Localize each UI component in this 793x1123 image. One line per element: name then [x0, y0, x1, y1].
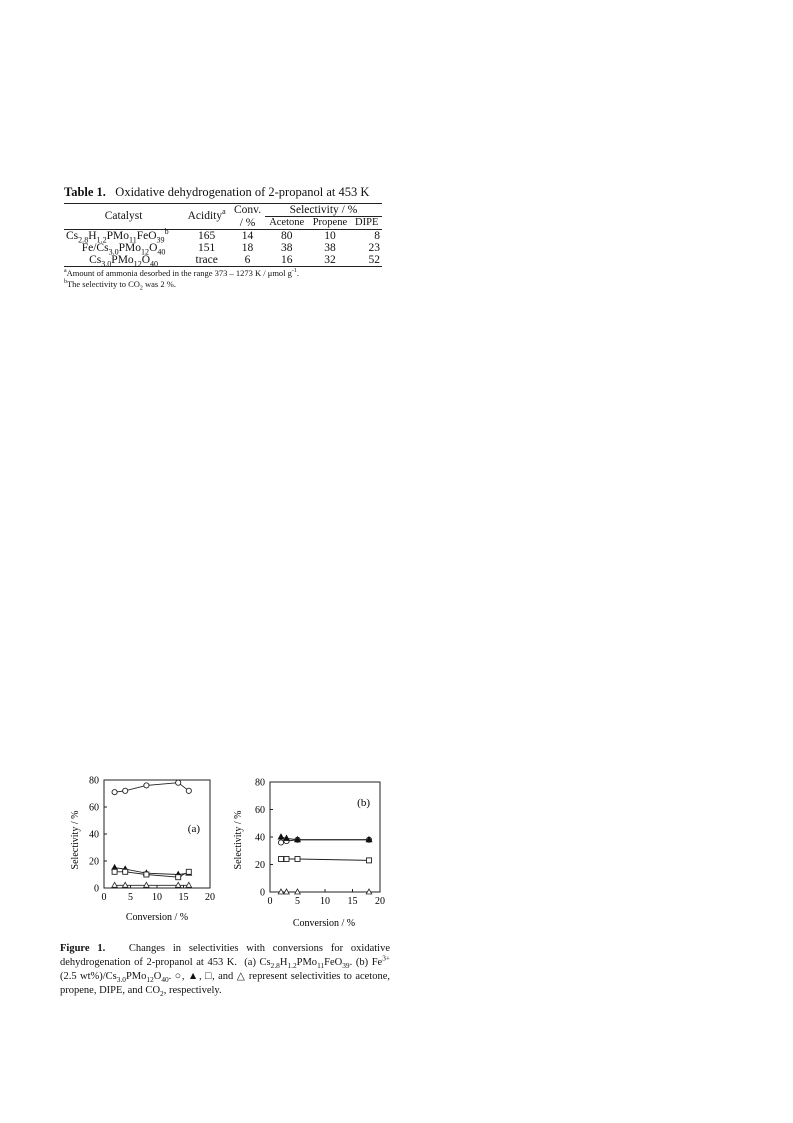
- cat-part: PMo: [106, 229, 129, 242]
- cat-sub: 39: [156, 234, 165, 244]
- cap-sub: 2.8: [270, 961, 280, 971]
- panel-b-marks: [278, 834, 372, 894]
- panel-a-ytick-label: 20: [89, 856, 99, 868]
- table-1: [64, 184, 384, 290]
- cat-part: O: [149, 241, 158, 254]
- row-dipe: 23: [368, 241, 380, 254]
- cat-part: Cs: [66, 229, 79, 242]
- panel-a-xtick-label: 15: [178, 892, 189, 903]
- cap-part: (2.5 wt%)/Cs: [60, 971, 117, 982]
- panel-b-ytick-label: 40: [255, 832, 265, 844]
- cat-sub: 40: [150, 258, 159, 268]
- cap-part: .: [349, 957, 353, 968]
- cap-part: H: [279, 957, 288, 968]
- note-tail: was 2 %.: [142, 278, 176, 289]
- cap-part: (a) Cs: [244, 957, 271, 968]
- panel-b-point-triangle-filled: [278, 834, 284, 839]
- panel-a-marks: [112, 780, 192, 887]
- cap-part: PMo: [125, 971, 147, 982]
- acidity-note-mark: a: [222, 207, 226, 217]
- cap-part: O: [153, 971, 162, 982]
- cap-sub: 40: [161, 975, 169, 985]
- note-tail: .: [296, 267, 300, 278]
- panel-a-xtick-label: 10: [152, 892, 162, 903]
- row-conv: 14: [241, 229, 254, 242]
- panel-a-point-square: [186, 869, 191, 874]
- panel-a-ytick-label: 80: [89, 775, 99, 787]
- panel-a-point-circle: [176, 780, 181, 785]
- panel-b-ylabel: Selectivity / %: [233, 810, 244, 870]
- row-acidity: 165: [198, 229, 216, 242]
- cat-part: FeO: [136, 229, 157, 242]
- row-propene: 10: [324, 229, 336, 242]
- panel-b-xtick-label: 10: [320, 896, 330, 907]
- cat-sub: 3.0: [108, 246, 119, 256]
- panel-a: [70, 776, 215, 924]
- cap-part: (b) Fe: [355, 957, 383, 968]
- header-conv-unit: / %: [239, 216, 256, 229]
- panel-b-point-circle: [278, 840, 283, 845]
- cap-part: ○, ▲, □, and △ represent selectivities to acetone, propene, DIPE, and CO: [60, 971, 391, 996]
- table-row: [64, 242, 382, 254]
- figure-svg: [60, 770, 390, 940]
- panel-a-point-triangle-open: [144, 882, 150, 887]
- panel-a-xlabel: Conversion / %: [125, 912, 189, 923]
- cap-part: PMo: [296, 957, 318, 968]
- note-sub: 2: [139, 285, 143, 292]
- row-acetone: 38: [280, 241, 293, 254]
- cap-part: , respectively.: [163, 985, 222, 996]
- panel-b-series-line-triangle-filled: [281, 837, 369, 840]
- panel-a-label: (a): [187, 823, 200, 835]
- panel-a-point-triangle-open: [112, 882, 118, 887]
- cap-sub: 1.2: [287, 961, 297, 971]
- panel-b-series-line-square: [281, 859, 369, 860]
- figure-label: Figure 1.: [60, 943, 106, 954]
- row-conv: 6: [244, 253, 251, 266]
- panel-b-label: (b): [357, 797, 370, 809]
- header-selectivity: Selectivity / %: [265, 204, 382, 217]
- panel-a-point-circle: [144, 783, 149, 788]
- table-row: [64, 254, 382, 267]
- panel-a-point-square: [176, 875, 181, 880]
- table-notes: [64, 268, 384, 290]
- panel-b-point-square: [279, 857, 284, 862]
- header-acidity: [183, 204, 230, 230]
- panel-a-point-square: [123, 869, 128, 874]
- row-catalyst: [64, 242, 183, 254]
- table-row: [64, 229, 382, 242]
- cat-sub: 40: [157, 246, 166, 256]
- row-conv: 18: [241, 241, 254, 254]
- caption-text: Changes in selectivities with conversions for oxidative dehydrogenation of 2-propanol at 453 K.: [60, 943, 390, 968]
- row-propene: 38: [324, 241, 336, 254]
- panel-b-xlabel: Conversion / %: [292, 918, 356, 929]
- note-mark: a: [64, 267, 67, 274]
- panel-a-xtick-label: 0: [101, 892, 107, 903]
- row-acetone: 80: [280, 229, 293, 242]
- cat-sub: 3.0: [101, 258, 112, 268]
- panel-a-point-square: [112, 869, 117, 874]
- cap-sub: 3.0: [116, 975, 126, 985]
- panel-b-xtick-label: 0: [267, 896, 273, 907]
- panel-b-ytick-label: 60: [255, 805, 265, 816]
- data-table: [64, 203, 382, 267]
- cat-part: PMo: [111, 253, 134, 266]
- panel-a-xtick-label: 5: [128, 892, 133, 903]
- table-title: Oxidative dehydrogenation of 2-propanol at 453 K: [115, 185, 370, 199]
- row-dipe: 52: [368, 253, 380, 266]
- row-acetone: 16: [280, 253, 293, 266]
- panel-a-point-circle: [186, 788, 191, 793]
- cat-sub: 12: [141, 246, 150, 256]
- panel-a-point-triangle-open: [175, 882, 181, 887]
- row-dipe: 8: [374, 229, 380, 242]
- panel-b-ytick-label: 0: [260, 887, 265, 899]
- panel-a-ytick-label: 40: [89, 829, 99, 841]
- table-note-b: [64, 279, 384, 290]
- panel-a-point-triangle-open: [186, 882, 192, 887]
- cap-part: .: [168, 971, 172, 982]
- panel-b: [233, 778, 385, 930]
- panel-a-xtick-label: 20: [205, 892, 215, 903]
- row-acidity: trace: [195, 253, 218, 266]
- note-mark: b: [64, 278, 67, 285]
- cat-sub: 2.8: [78, 234, 89, 244]
- panel-b-xtick-label: 5: [295, 896, 300, 907]
- panel-a-point-square: [144, 872, 149, 877]
- row-acidity: 151: [198, 241, 216, 254]
- panel-a-ytick-label: 60: [89, 802, 99, 814]
- panel-b-ytick-label: 80: [255, 777, 265, 789]
- panel-b-point-square: [295, 857, 300, 862]
- header-dipe: DIPE: [355, 217, 379, 229]
- cat-part: H: [88, 229, 97, 242]
- panel-a-point-circle: [112, 790, 117, 795]
- panel-b-point-square: [367, 858, 372, 863]
- cap-sub: 12: [146, 975, 154, 985]
- header-propene: Propene: [312, 217, 348, 229]
- panel-b-point-square: [284, 857, 289, 862]
- cap-sub: 11: [317, 961, 325, 971]
- header-acidity-label: Acidity: [187, 210, 223, 223]
- cat-part: Cs: [89, 253, 102, 266]
- panel-a-point-triangle-open: [122, 882, 128, 887]
- table-label: Table 1.: [64, 185, 106, 199]
- row-propene: 32: [324, 253, 336, 266]
- cap-sub: 39: [342, 961, 350, 971]
- cap-sub: 2: [160, 989, 164, 999]
- panel-a-ytick-label: 0: [94, 883, 99, 895]
- header-conv: Conv.: [234, 204, 262, 217]
- note-text: Amount of ammonia desorbed in the range 373 – 1273 K / μmol g: [66, 267, 292, 278]
- table-caption: [64, 184, 384, 200]
- cat-note: b: [164, 226, 169, 236]
- cat-part: PMo: [118, 241, 142, 254]
- header-catalyst: Catalyst: [104, 210, 143, 223]
- panel-b-xtick-label: 15: [347, 896, 358, 907]
- header-acetone: Acetone: [269, 217, 305, 229]
- cap-part: FeO: [324, 957, 343, 968]
- caption-a: [244, 957, 353, 971]
- panel-b-xtick-label: 20: [375, 896, 385, 907]
- panel-a-ticks: [89, 776, 215, 904]
- panel-a-point-circle: [123, 788, 128, 793]
- cat-part: O: [141, 253, 151, 266]
- figure-caption: [60, 942, 390, 998]
- cat-part: Fe/Cs: [81, 241, 109, 254]
- cap-sup: 3+: [382, 953, 391, 963]
- row-catalyst: [64, 226, 183, 244]
- panel-b-ytick-label: 20: [255, 860, 265, 871]
- cat-sub: 11: [128, 234, 137, 244]
- cat-sub: 12: [133, 258, 142, 268]
- table-note-a: [64, 268, 384, 279]
- note-sup: -1: [291, 267, 297, 274]
- cat-sub: 1.2: [96, 234, 107, 244]
- note-text: The selectivity to CO: [66, 278, 140, 289]
- panel-a-ylabel: Selectivity / %: [70, 810, 81, 870]
